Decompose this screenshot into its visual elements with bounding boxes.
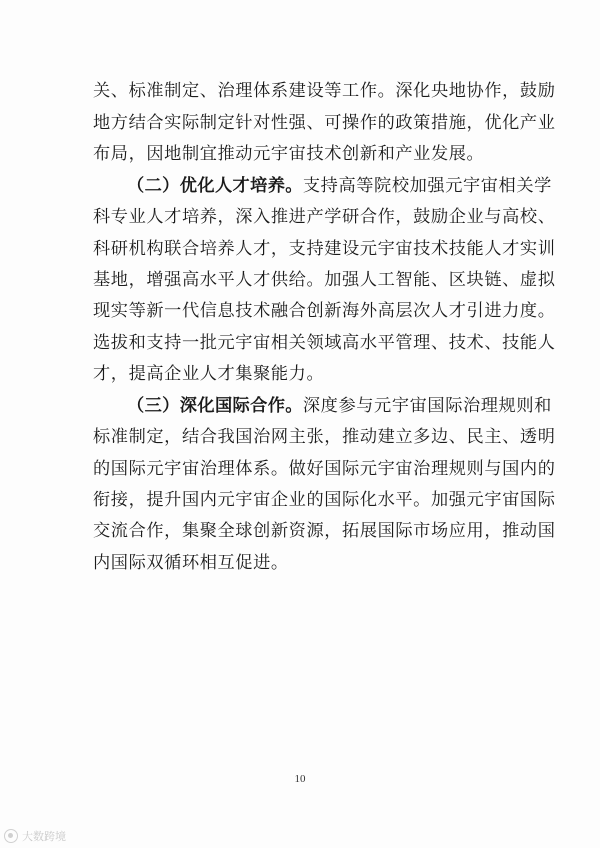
- paragraph-1-line-1: 关、标准制定、治理体系建设等工作。深化央地协作，鼓励: [93, 81, 556, 101]
- paragraph-2-line-7: 才，提高企业人才集聚能力。: [93, 364, 325, 384]
- paragraph-2-line-1: [127, 175, 552, 197]
- paragraph-2-line-2: 科专业人才培养，深入推进产学研合作，鼓励企业与高校、: [93, 207, 556, 227]
- brand-logo-icon: [4, 829, 18, 843]
- watermark: [4, 828, 66, 844]
- paragraph-2-line-4: 基地，增强高水平人才供给。加强人工智能、区块链、虚拟: [93, 270, 556, 290]
- section-heading-international: （三）深化国际合作。: [127, 396, 303, 416]
- page-number: 10: [294, 773, 306, 785]
- paragraph-3-line-5: 交流合作，集聚全球创新资源，拓展国际市场应用，推动国: [93, 521, 556, 541]
- section-heading-talent: （二）优化人才培养。: [127, 176, 303, 196]
- paragraph-3-line-4: 衔接，提升国内元宇宙企业的国际化水平。加强元宇宙国际: [93, 490, 556, 510]
- paragraph-3-first-line-text: 深度参与元宇宙国际治理规则和: [302, 396, 552, 416]
- paragraph-2-first-line-text: 支持高等院校加强元宇宙相关学: [302, 176, 552, 196]
- paragraph-3-line-3: 的国际元宇宙治理体系。做好国际元宇宙治理规则与国内的: [93, 459, 556, 479]
- paragraph-1-line-3: 布局，因地制宜推动元宇宙技术创新和产业发展。: [93, 144, 485, 164]
- watermark-text: 大数跨境: [22, 830, 66, 843]
- paragraph-2-line-6: 选拔和支持一批元宇宙相关领域高水平管理、技术、技能人: [93, 333, 556, 353]
- paragraph-3-line-2: 标准制定，结合我国治网主张，推动建立多边、民主、透明: [93, 427, 556, 447]
- paragraph-2-line-5: 现实等新一代信息技术融合创新海外高层次人才引进力度。: [93, 301, 556, 321]
- paragraph-3-line-6: 内国际双循环相互促进。: [93, 553, 289, 573]
- paragraph-1-line-2: 地方结合实际制定针对性强、可操作的政策措施，优化产业: [93, 113, 556, 133]
- paragraph-3-line-1: [127, 395, 552, 417]
- paragraph-2-line-3: 科研机构联合培养人才，支持建设元宇宙技术技能人才实训: [93, 239, 556, 259]
